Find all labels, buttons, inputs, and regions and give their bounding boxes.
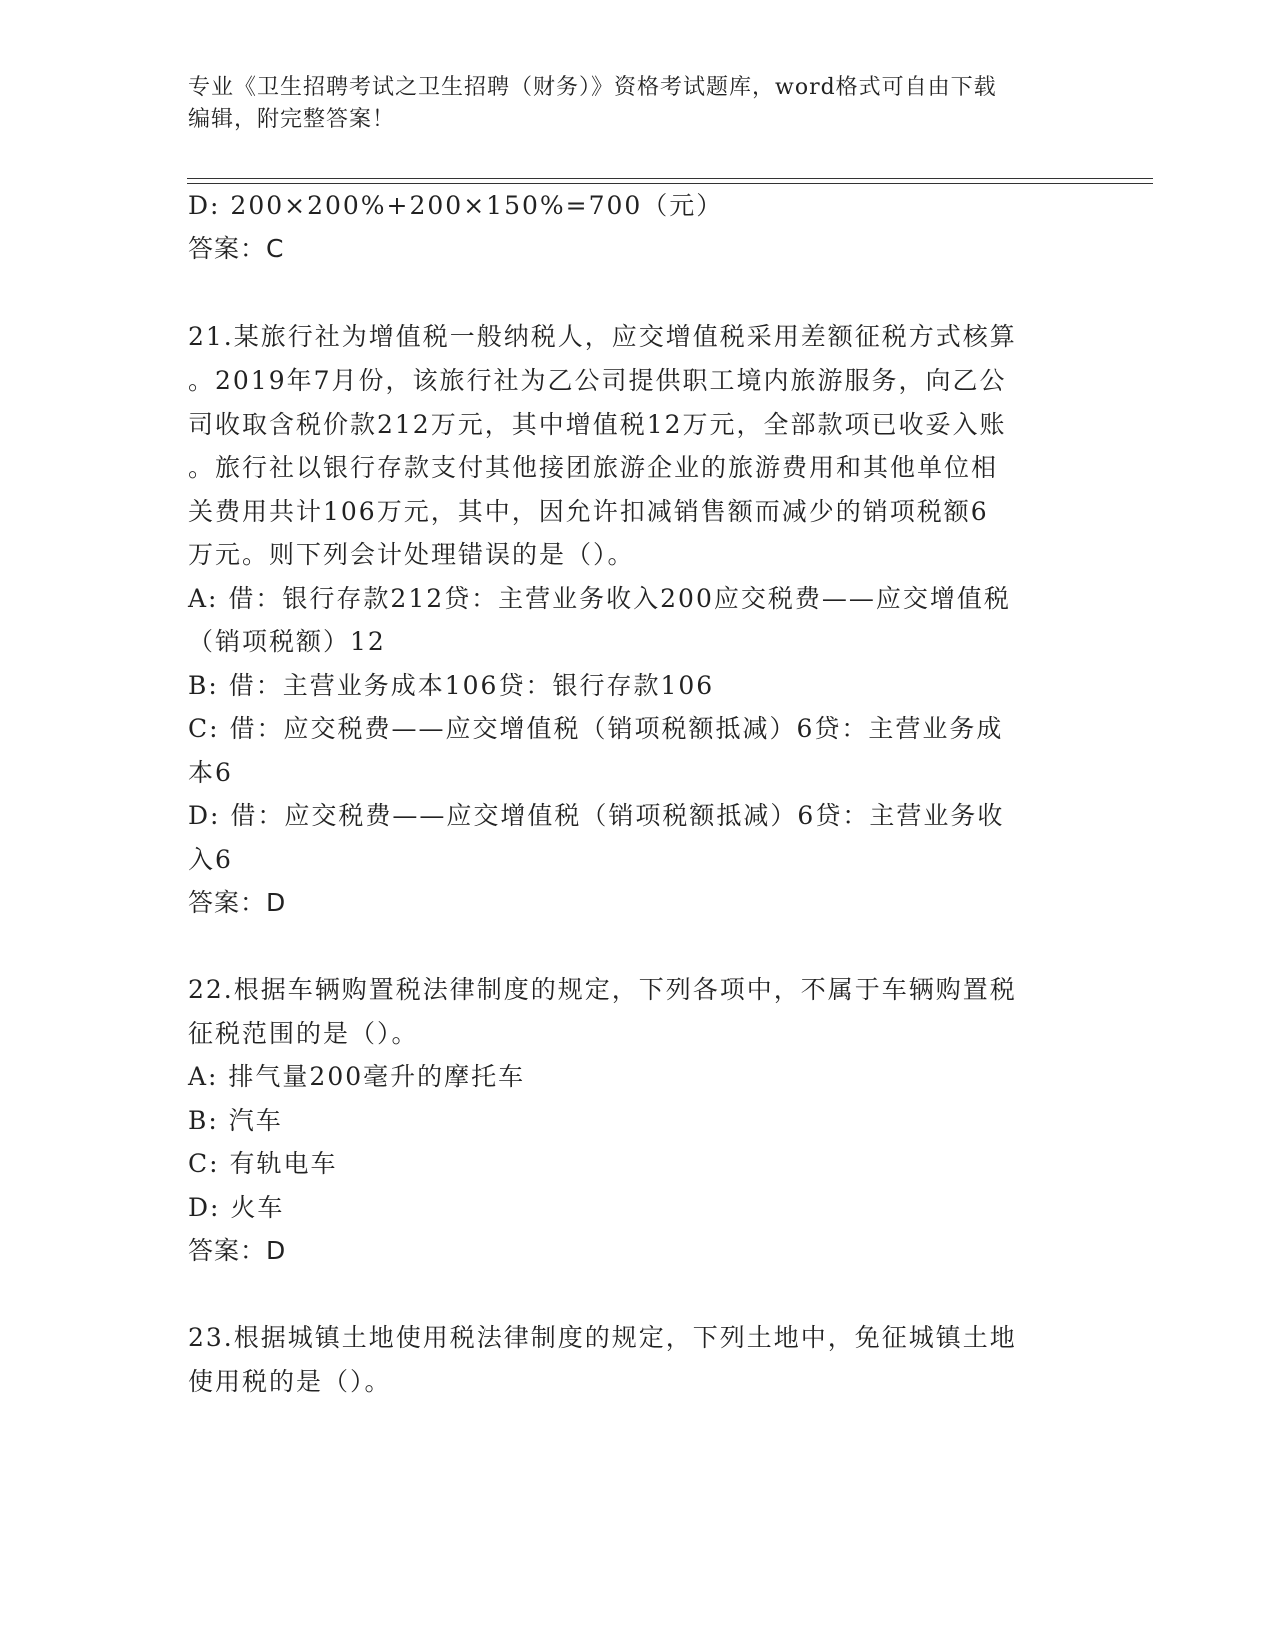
document-header bbox=[188, 72, 1088, 136]
q22-stem-line-1: 22.根据车辆购置税法律制度的规定，下列各项中，不属于车辆购置税 bbox=[188, 975, 1017, 1004]
q21-option-d-line-2: 入6 bbox=[188, 845, 233, 874]
q21-option-b: B: 借：主营业务成本106贷：银行存款106 bbox=[188, 671, 715, 700]
q21-option-c-line-2: 本6 bbox=[188, 758, 233, 787]
q21-option-a-line-2: （销项税额）12 bbox=[188, 627, 386, 656]
q21-stem-line-1: 21.某旅行社为增值税一般纳税人，应交增值税采用差额征税方式核算 bbox=[188, 322, 1017, 351]
q21-option-d-line-1: D: 借：应交税费——应交增值税（销项税额抵减）6贷：主营业务收 bbox=[188, 801, 1005, 830]
q23-stem-line-2: 使用税的是（）。 bbox=[188, 1367, 392, 1396]
q23-stem-line-1: 23.根据城镇土地使用税法律制度的规定，下列土地中，免征城镇土地 bbox=[188, 1323, 1017, 1352]
prev-option-d: D: 200×200%+200×150%=700（元） bbox=[188, 191, 724, 220]
q21-stem-line-2: 。2019年7月份，该旅行社为乙公司提供职工境内旅游服务，向乙公 bbox=[188, 366, 1007, 395]
q22-option-a: A: 排气量200毫升的摩托车 bbox=[188, 1062, 526, 1091]
q21-option-a-line-1: A: 借：银行存款212贷：主营业务收入200应交税费——应交增值税 bbox=[188, 584, 1011, 613]
header-line-1: 专业《卫生招聘考试之卫生招聘（财务）》资格考试题库，word格式可自由下载 bbox=[188, 75, 997, 100]
header-divider-bottom bbox=[187, 183, 1153, 184]
q22-option-c: C: 有轨电车 bbox=[188, 1149, 338, 1178]
header-line-2: 编辑，附完整答案！ bbox=[188, 107, 396, 132]
q21-answer: 答案：D bbox=[188, 888, 287, 917]
q21-stem-line-4: 。旅行社以银行存款支付其他接团旅游企业的旅游费用和其他单位相 bbox=[188, 453, 999, 482]
header-divider-top bbox=[187, 178, 1153, 179]
q22-stem-line-2: 征税范围的是（）。 bbox=[188, 1019, 419, 1048]
q21-stem-line-3: 司收取含税价款212万元，其中增值税12万元，全部款项已收妥入账 bbox=[188, 410, 1007, 439]
prev-answer: 答案：C bbox=[188, 234, 285, 263]
q22-answer: 答案：D bbox=[188, 1236, 287, 1265]
q22-option-b: B: 汽车 bbox=[188, 1106, 283, 1135]
q22-option-d: D: 火车 bbox=[188, 1193, 285, 1222]
q21-option-c-line-1: C: 借：应交税费——应交增值税（销项税额抵减）6贷：主营业务成 bbox=[188, 714, 1004, 743]
q21-stem-line-6: 万元。则下列会计处理错误的是（）。 bbox=[188, 540, 635, 569]
q21-stem-line-5: 关费用共计106万元，其中，因允许扣减销售额而减少的销项税额6 bbox=[188, 497, 989, 526]
